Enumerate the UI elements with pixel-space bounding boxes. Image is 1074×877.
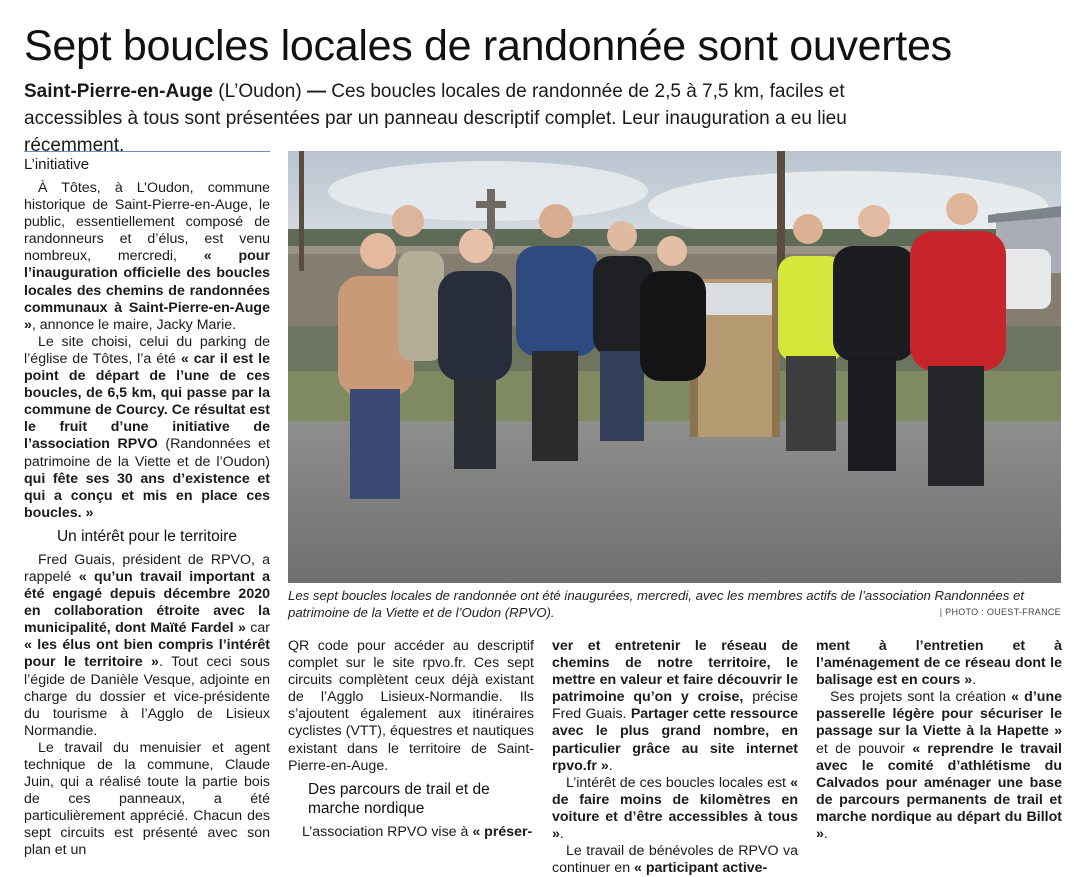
text-run: (Randonnées et patrimoine de la Viette et de l’Oudon) [24, 436, 271, 470]
quote-run: « qu’un travail important a été engagé depuis décembre 2020 en collaboration étroite avec la municipalité, dont Maïté Fardel » [24, 568, 270, 637]
column-3 [552, 638, 798, 877]
text-run: précise Fred Guais. [552, 689, 798, 723]
column-2 [288, 638, 534, 841]
quote-run: « préser- [472, 823, 533, 840]
paragraph [24, 334, 270, 522]
lede-sublocation: (L’Oudon) [218, 81, 302, 102]
text-run: Le travail de bénévoles de RPVO va continuer en [552, 843, 798, 877]
quote-run: Partager cette ressource avec le plus grand nombre, en particulier grâce au site internet rpvo.fr » [552, 706, 798, 774]
text-run: L’association RPVO vise à [302, 823, 473, 840]
section-tag: L’initiative [24, 151, 270, 174]
text-run: Fred Guais, président de RPVO, a rappelé [24, 551, 270, 585]
paragraph [552, 638, 798, 775]
text-run: car [245, 620, 270, 637]
quote-run: ment à l’entretien et à l’aménagement de ce réseau dont le balisage est en cours » [816, 638, 1062, 689]
paragraph: QR code pour accéder au descriptif complet sur le site rpvo.fr. Ces sept circuits complètent ceux déjà existant de l’Agglo Lisieux-Normandie. Ils s’ajoutent également aux itinéraires cyclistes (VTT), équestres et nautiques existant dans le territoire de Saint-Pierre-en-Auge. [288, 638, 534, 774]
subhead: Des parcours de trail et de marche nordique [308, 780, 490, 817]
paragraph [288, 824, 534, 841]
paragraph [552, 775, 798, 843]
photo-credit: | PHOTO : OUEST-FRANCE [939, 607, 1061, 617]
lede-location: Saint-Pierre-en-Auge [24, 81, 213, 102]
column-4 [816, 638, 1062, 843]
paragraph [816, 638, 1062, 689]
paragraph [24, 180, 270, 334]
quote-run: « reprendre le travail avec le comité d’athlétisme du Calvados pour aménager une base de parcours permanents de trail et marche nordique au départ du Billot » [816, 740, 1062, 843]
lede-text: Ces boucles locales de randonnée de 2,5 à 7,5 km, faciles et accessibles à tous sont présentées par un panneau descriptif complet. Leur inauguration a eu lieu récemment. [24, 81, 847, 156]
quote-run: « de faire moins de kilomètres en voiture et d’être accessibles à tous » [552, 774, 798, 843]
headline: Sept boucles locales de randonnée sont ouvertes [24, 22, 952, 70]
text-run: L’intérêt de ces boucles locales est [566, 774, 791, 791]
text-run: , annonce le maire, Jacky Marie. [31, 316, 237, 333]
paragraph [816, 689, 1062, 843]
photo-caption: Les sept boucles locales de randonnée ont été inaugurées, mercredi, avec les membres actifs de l’association Randonnées et patrimoine de la Viette et de l’Oudon (RPVO). [288, 588, 1025, 620]
paragraph [552, 843, 798, 877]
paragraph [24, 552, 270, 740]
text-run: . [559, 826, 564, 843]
quote-run: « car il est le point de départ de l’une de ces boucles, de 6,5 km, qui passe par la commune de Courcy. Ce résultat est le fruit d’une initiative de l’association RPVO [24, 350, 270, 453]
text-run: . [823, 826, 828, 843]
quote-run: « les élus ont bien compris l’intérêt pour le territoire » [24, 637, 270, 671]
text-run: Le site choisi, celui du parking de l’église de Tôtes, l’a été [24, 333, 270, 367]
quote-run: qui fête ses 30 ans d’existence et qui a conçu et mis en place ces boucles. » [24, 470, 270, 521]
text-run: et de pouvoir [816, 740, 913, 757]
quote-run: « participant active- [634, 860, 768, 877]
column-1 [24, 151, 270, 860]
text-run: . [972, 672, 977, 689]
text-run: Ses projets sont la création [830, 689, 1012, 706]
text-run: . Tout ceci sous l’égide de Danièle Vesque, adjointe en charge du dossier et vice-présidente du tourisme à l’Agglo de Lisieux Normandie. [24, 654, 270, 739]
lede [24, 78, 944, 159]
quote-run: « d’une passerelle légère pour sécuriser le passage sur la Viette à la Hapette » [816, 689, 1062, 740]
lede-dash: — [301, 81, 332, 102]
quote-run: « pour l’inauguration officielle des boucles locales des chemins de randonnées communaux à Saint-Pierre-en-Auge » [24, 248, 270, 333]
quote-run: ver et entretenir le réseau de chemins de notre territoire, le mettre en valeur et faire découvrir le patrimoine qu’on y croise, [552, 638, 798, 706]
subhead: Un intérêt pour le territoire [56, 527, 238, 545]
text-run: À Tôtes, à L’Oudon, commune historique de Saint-Pierre-en-Auge, le public, essentiellement composé de randonneurs et d’élus, est venu nombreux, mercredi, [24, 180, 270, 265]
text-run: . [608, 757, 613, 774]
paragraph: Le travail du menuisier et agent technique de la commune, Claude Juin, qui a réalisé toute la partie bois de ces panneaux, a été particulièrement apprécié. Chacun des sept circuits est présenté avec son plan et un [24, 739, 270, 859]
article-photo [288, 151, 1061, 583]
